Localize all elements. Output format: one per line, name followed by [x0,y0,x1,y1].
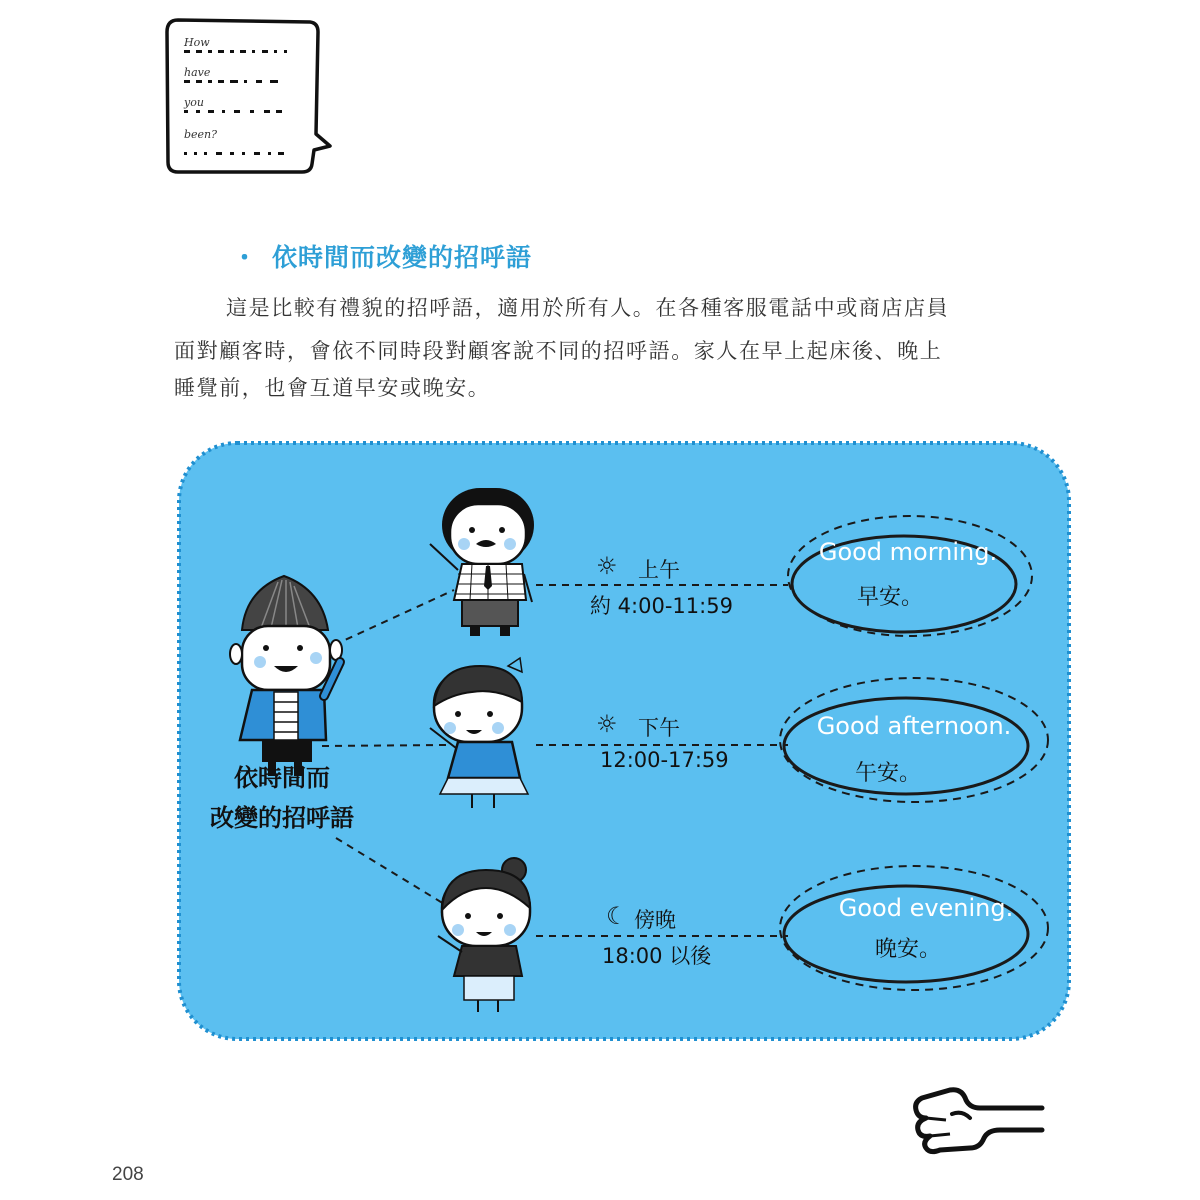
page-number: 208 [112,1164,144,1185]
greeting-english: Good morning. [818,538,998,566]
greeting-chinese: 早安。 [856,585,923,610]
paragraph-line-2: 面對顧客時，會依不同時段對顧客說不同的招呼語。家人在早上起床後、晚上 [174,339,943,363]
note-word-2: have [184,66,211,79]
paragraph-line-1: 這是比較有禮貌的招呼語，適用於所有人。在各種客服電話中或商店店員 [226,296,950,320]
greeting-chinese: 晚安。 [874,937,941,962]
greeting-chinese: 午安。 [854,761,921,786]
period-label: 下午 [638,716,680,740]
moon-icon: ☾ [606,902,628,930]
greeting-english: Good afternoon. [816,712,1012,740]
note-word-1: How [184,36,210,49]
pointing-hand-icon [910,1078,1050,1162]
center-label-line-2: 改變的招呼語 [210,804,354,832]
note-word-4: been? [184,128,218,141]
period-label: 上午 [638,558,680,582]
time-range: 約 4:00-11:59 [590,594,733,618]
note-word-3: you [184,96,204,109]
time-range: 12:00-17:59 [600,748,729,772]
greeting-english: Good evening. [838,894,1014,922]
sun-icon: ☼ [596,710,618,738]
period-label: 傍晚 [634,908,676,932]
speech-note [160,14,340,182]
heading-text: 依時間而改變的招呼語 [272,243,533,272]
center-label-line-1: 依時間而 [234,764,330,792]
greeting-diagram [176,440,1072,1042]
center-label [182,758,382,838]
section-heading [232,238,532,274]
heading-bullet: ・ [232,243,259,272]
time-range: 18:00 以後 [602,944,712,968]
paragraph-line-3: 睡覺前，也會互道早安或晚安。 [174,376,491,400]
sun-icon: ☼ [596,552,618,580]
